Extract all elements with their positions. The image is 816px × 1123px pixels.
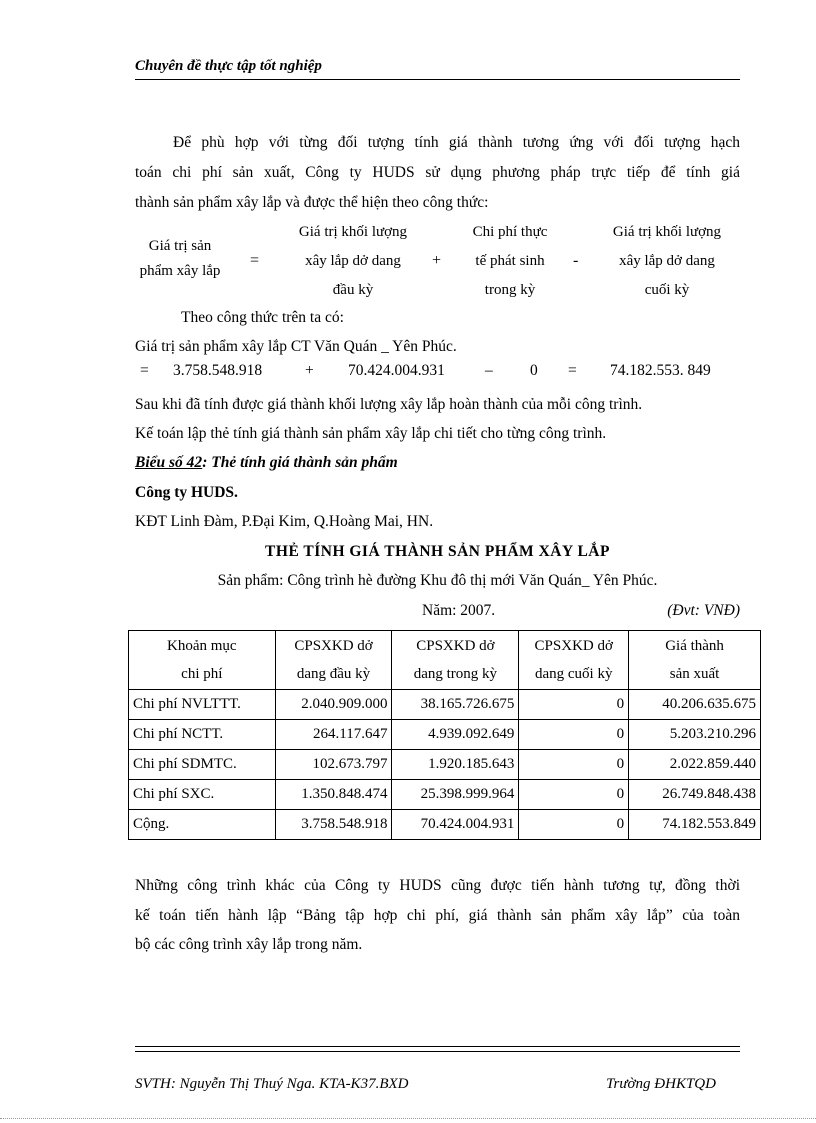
formula-plus: + <box>432 252 442 269</box>
company-address: KĐT Linh Đàm, P.Đại Kim, Q.Hoàng Mai, HN. <box>135 513 434 530</box>
calc-eq: = <box>140 362 149 379</box>
calc-line <box>140 362 730 386</box>
formula-term1-line3: đầu kỳ <box>332 282 374 298</box>
table-cell: 0 <box>519 750 629 780</box>
table-row <box>129 720 761 750</box>
footer-divider <box>135 1046 740 1052</box>
formula-term1-line1: Giá trị khối lượng <box>298 224 408 240</box>
table-cell: Cộng. <box>129 810 276 840</box>
intro-line-1: Để phù hợp với từng đối tượng tính giá thành tương ứng với đối tượng hạch <box>173 134 740 151</box>
table-row <box>129 750 761 780</box>
header-cell: CPSXKD dở dang đầu kỳ <box>275 631 392 690</box>
table-cell: Chi phí NCTT. <box>129 720 276 750</box>
unit-label: (Đvt: VNĐ) <box>667 602 740 619</box>
table-cell: 0 <box>519 690 629 720</box>
table-cell: Chi phí SDMTC. <box>129 750 276 780</box>
table-cell: 25.398.999.964 <box>392 780 519 810</box>
formula-term3-line2: xây lắp dở dang <box>619 253 715 269</box>
calc-value-2: 70.424.004.931 <box>348 362 445 379</box>
header-cell: CPSXKD dở dang trong kỳ <box>392 631 519 690</box>
intro-line-2: toán chi phí sản xuất, Công ty HUDS sử dụng phương pháp trực tiếp để tính giá <box>135 164 740 181</box>
table-row <box>129 780 761 810</box>
card-title: THẺ TÍNH GIÁ THÀNH SẢN PHẨM XÂY LẮP <box>265 543 610 560</box>
formula-term1-line2: xây lắp dở dang <box>305 253 401 269</box>
table-cell: Chi phí SXC. <box>129 780 276 810</box>
after-line-1: Sau khi đã tính được giá thành khối lượng xây lắp hoàn thành của mỗi công trình. <box>135 396 643 413</box>
table-row-total <box>129 810 761 840</box>
bieu-title <box>135 448 740 478</box>
header-cell: Giá thành sản xuất <box>629 631 761 690</box>
formula-minus: - <box>573 252 579 269</box>
table-cell: 1.350.848.474 <box>275 780 392 810</box>
calc-eq-2: = <box>568 362 577 379</box>
calc-value-1: 3.758.548.918 <box>173 362 263 379</box>
footer-school: Trường ĐHKTQD <box>606 1076 716 1092</box>
table-cell: 3.758.548.918 <box>275 810 392 840</box>
table-cell: 0 <box>519 720 629 750</box>
table-cell: 5.203.210.296 <box>629 720 761 750</box>
formula-term3-line1: Giá trị khối lượng <box>612 224 722 240</box>
cost-formula <box>130 218 742 308</box>
calc-result: 74.182.553. 849 <box>610 362 711 379</box>
page-bottom-edge <box>0 1118 816 1119</box>
table-cell: Chi phí NVLTTT. <box>129 690 276 720</box>
table-cell: 26.749.848.438 <box>629 780 761 810</box>
formula-term3-line3: cuối kỳ <box>644 282 690 298</box>
table-cell: 0 <box>519 810 629 840</box>
bieu-rest: : Thẻ tính giá thành sản phẩm <box>202 454 398 471</box>
table-cell: 264.117.647 <box>275 720 392 750</box>
closing-line-3: bộ các công trình xây lắp trong năm. <box>135 936 363 953</box>
header-cell: CPSXKD dở dang cuối kỳ <box>519 631 629 690</box>
intro-line-3: thành sản phẩm xây lắp và được thể hiện theo công thức: <box>135 194 489 211</box>
calc-plus: + <box>305 362 314 379</box>
page-header: Chuyên đề thực tập tốt nghiệp <box>135 58 740 80</box>
table-cell: 38.165.726.675 <box>392 690 519 720</box>
formula-equals: = <box>250 252 260 269</box>
formula-term2-line2: tế phát sinh <box>475 253 545 269</box>
bieu-label: Biểu số 42 <box>135 454 203 471</box>
table-cell: 0 <box>519 780 629 810</box>
formula-term2-line1: Chi phí thực <box>472 224 548 240</box>
closing-line-1: Những công trình khác của Công ty HUDS cũng được tiến hành tương tự, đồng thời <box>135 877 740 894</box>
company-name: Công ty HUDS. <box>135 484 238 501</box>
table-cell: 2.040.909.000 <box>275 690 392 720</box>
formula-lhs-line1: Giá trị sản <box>148 238 212 254</box>
table-cell: 70.424.004.931 <box>392 810 519 840</box>
year-line: Năm: 2007. <box>422 602 496 619</box>
closing-line-2: kế toán tiến hành lập “Bảng tập hợp chi phí, giá thành sản phẩm xây lắp” của toàn <box>135 907 740 924</box>
project-line: Giá trị sản phẩm xây lắp CT Văn Quán _ Yên Phúc. <box>135 338 457 355</box>
table-row <box>129 690 761 720</box>
calc-value-3: 0 <box>530 362 538 379</box>
cost-table <box>128 630 761 840</box>
table-header-row <box>129 631 761 690</box>
product-line: Sản phẩm: Công trình hè đường Khu đô thị mới Văn Quán_ Yên Phúc. <box>217 572 658 589</box>
formula-lhs-line2: phẩm xây lắp <box>139 263 221 279</box>
theo-cong-thuc: Theo công thức trên ta có: <box>181 309 344 326</box>
after-line-2: Kế toán lập thẻ tính giá thành sản phẩm xây lắp chi tiết cho từng công trình. <box>135 425 607 442</box>
header-cell: Khoản mục chi phí <box>129 631 276 690</box>
table-cell: 74.182.553.849 <box>629 810 761 840</box>
formula-term2-line3: trong kỳ <box>484 282 536 298</box>
table-cell: 2.022.859.440 <box>629 750 761 780</box>
table-cell: 1.920.185.643 <box>392 750 519 780</box>
table-cell: 4.939.092.649 <box>392 720 519 750</box>
footer-student: SVTH: Nguyễn Thị Thuý Nga. KTA-K37.BXD <box>135 1076 409 1092</box>
calc-minus: – <box>485 362 493 379</box>
table-cell: 40.206.635.675 <box>629 690 761 720</box>
table-cell: 102.673.797 <box>275 750 392 780</box>
